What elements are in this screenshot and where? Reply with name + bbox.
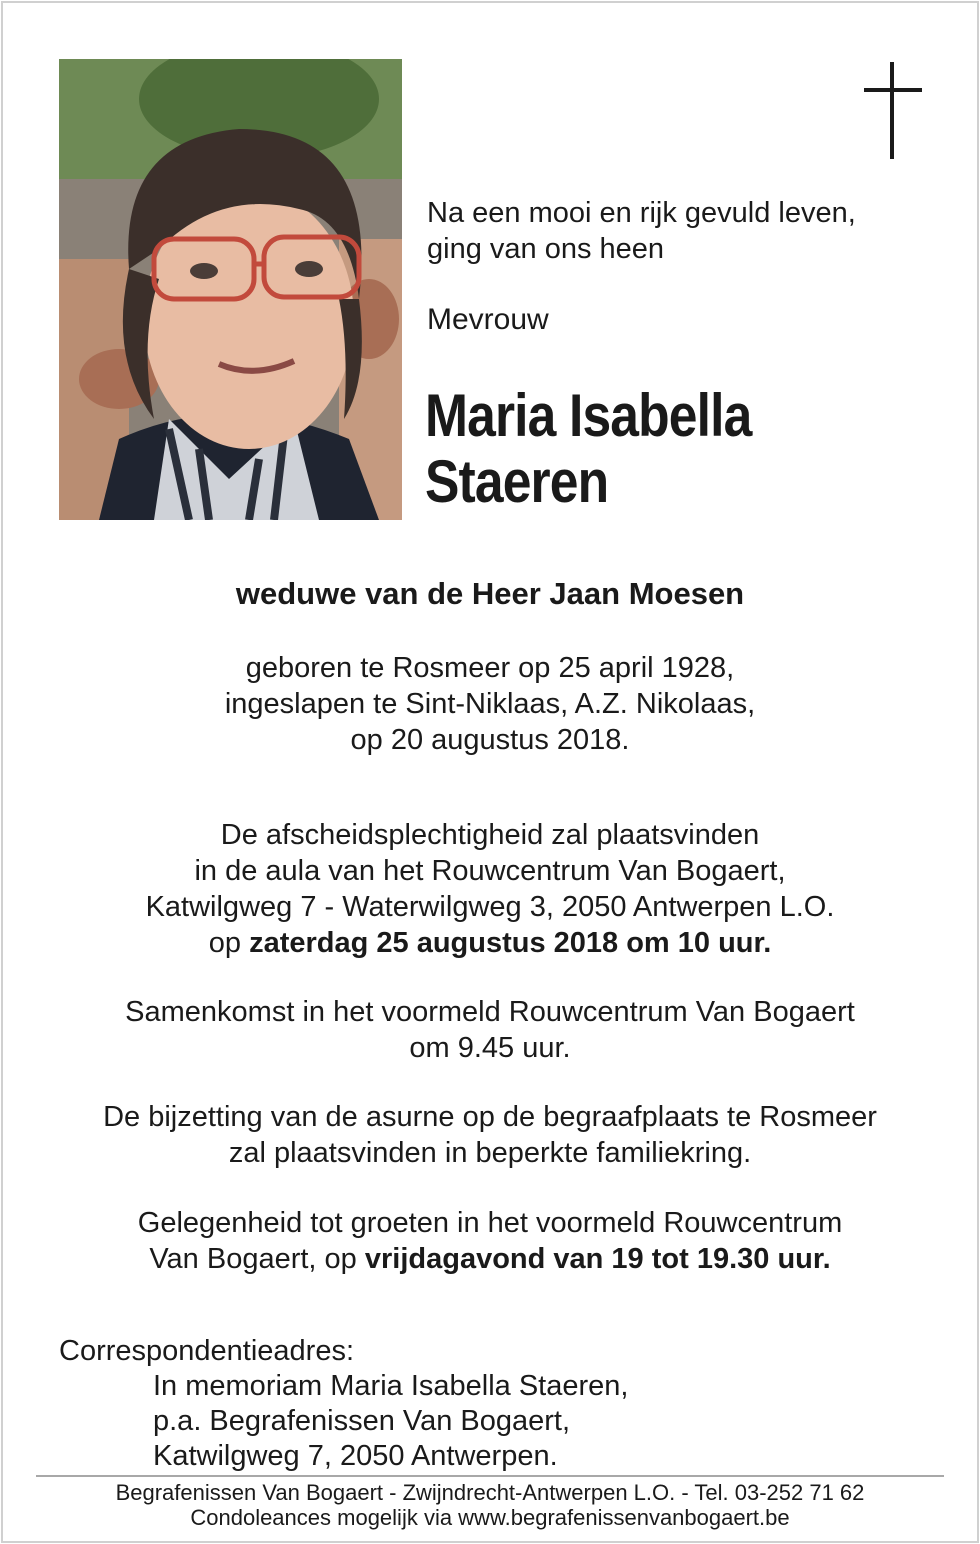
burial-info — [0, 1099, 980, 1171]
intro-text — [427, 195, 856, 267]
footer-website: Condoleances mogelijk via www.begrafenissenvanbogaert.be — [190, 1505, 790, 1530]
correspondence-line: In memoriam Maria Isabella Staeren, — [153, 1370, 629, 1402]
ceremony-datetime — [0, 925, 980, 961]
deceased-name — [425, 383, 751, 515]
correspondence-address — [153, 1369, 628, 1474]
cross-icon — [864, 62, 922, 159]
intro-line: ging van ons heen — [427, 233, 665, 265]
greeting-info — [0, 1205, 980, 1277]
ceremony-date: zaterdag 25 augustus 2018 om 10 uur. — [249, 927, 772, 959]
ceremony-line: De afscheidsplechtigheid zal plaatsvinden — [220, 819, 760, 851]
greeting-prefix: Van Bogaert, op — [149, 1243, 365, 1275]
footer-contact: Begrafenissen Van Bogaert - Zwijndrecht-Antwerpen L.O. - Tel. 03-252 71 62 — [115, 1480, 865, 1505]
portrait-photo — [59, 59, 402, 520]
gathering-info — [0, 994, 980, 1066]
correspondence-label: Correspondentieadres: — [59, 1335, 355, 1367]
gathering-line: Samenkomst in het voormeld Rouwcentrum Van Bogaert — [125, 996, 855, 1028]
birth-line: geboren te Rosmeer op 25 april 1928, — [245, 652, 735, 684]
greeting-line: Gelegenheid tot groeten in het voormeld Rouwcentrum — [137, 1207, 843, 1239]
footer-divider — [36, 1475, 944, 1477]
correspondence-line: p.a. Begrafenissen Van Bogaert, — [153, 1405, 571, 1437]
burial-line: De bijzetting van de asurne op de begraafplaats te Rosmeer — [103, 1101, 877, 1133]
ceremony-date-prefix: op — [208, 927, 250, 959]
birth-death-info — [0, 650, 980, 758]
ceremony-info — [0, 817, 980, 961]
greeting-bold: vrijdagavond van 19 tot 19.30 uur. — [364, 1243, 831, 1275]
death-place-line: ingeslapen te Sint-Niklaas, A.Z. Nikolaas, — [224, 688, 756, 720]
intro-line: Na een mooi en rijk gevuld leven, — [427, 197, 856, 229]
first-names: Maria Isabella — [425, 382, 752, 449]
greeting-time — [0, 1241, 980, 1277]
correspondence-line: Katwilgweg 7, 2050 Antwerpen. — [153, 1440, 558, 1472]
ceremony-address: Katwilgweg 7 - Waterwilgweg 3, 2050 Antwerpen L.O. — [145, 891, 835, 923]
death-date-line: op 20 augustus 2018. — [350, 724, 630, 756]
last-name: Staeren — [425, 448, 609, 515]
salutation: Mevrouw — [427, 303, 549, 336]
ceremony-line: in de aula van het Rouwcentrum Van Bogaert, — [194, 855, 786, 887]
widow-line: weduwe van de Heer Jaan Moesen — [235, 576, 745, 611]
burial-line: zal plaatsvinden in beperkte familiekring. — [228, 1137, 752, 1169]
gathering-time: om 9.45 uur. — [409, 1032, 571, 1064]
